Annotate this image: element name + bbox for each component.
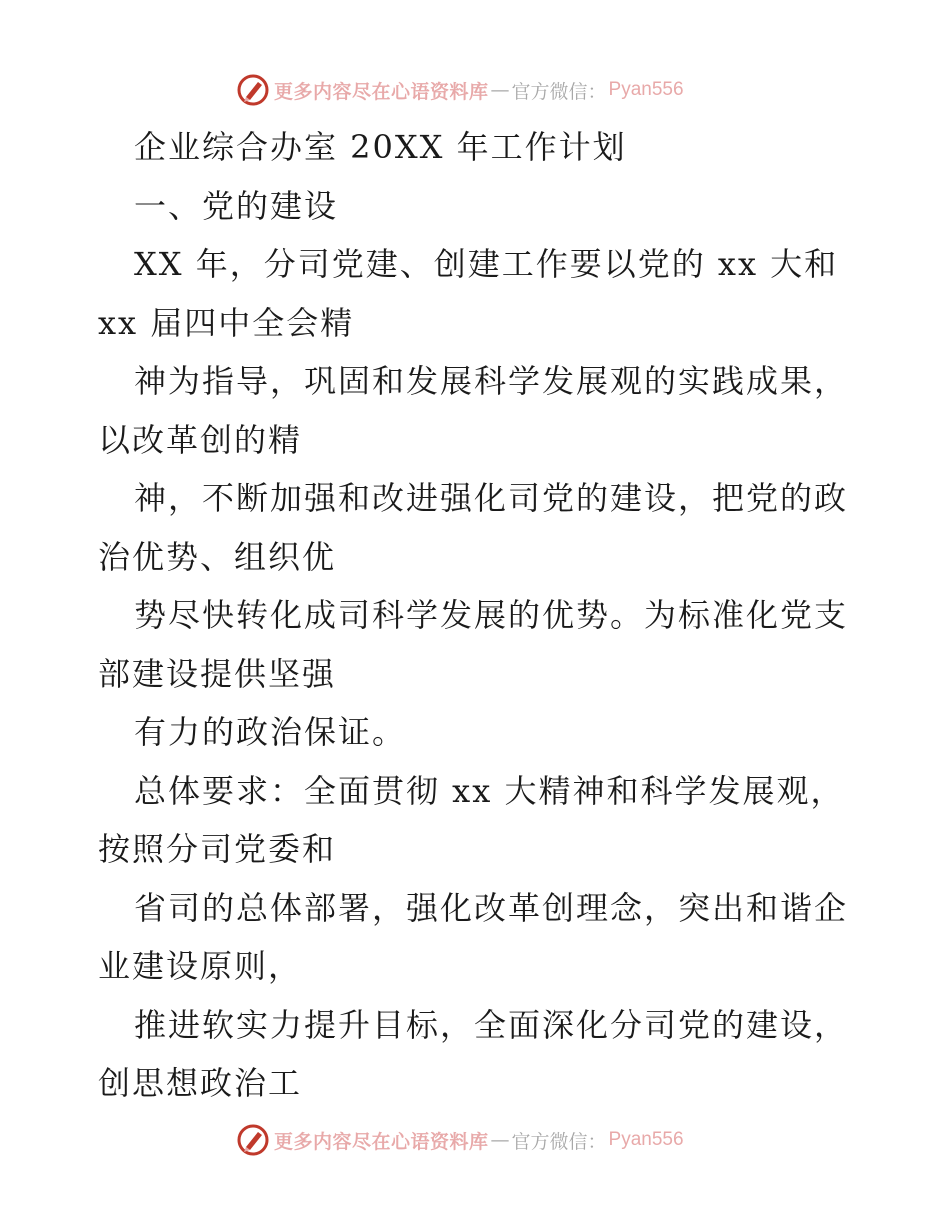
watermark-dash: — (490, 1129, 510, 1151)
paragraph-line: XX 年，分司党建、创建工作要以党的 xx 大和 (134, 245, 839, 283)
document-title: 企业综合办室 20XX 年工作计划 (134, 128, 627, 166)
watermark-main-text: 更多内容尽在心语资料库 (274, 1130, 489, 1153)
paragraph-line: 神，不断加强和改进强化司党的建设，把党的政 (134, 479, 849, 517)
watermark-banner-bottom (236, 1122, 716, 1158)
paragraph-line: 部建设提供坚强 (98, 654, 337, 693)
paragraph-line: 业建设原则， (98, 947, 303, 985)
paragraph-line: 神为指导，巩固和发展科学发展观的实践成果， (134, 362, 849, 400)
pen-logo-icon (236, 73, 270, 107)
paragraph-line: 省司的总体部署，强化改革创理念，突出和谐企 (134, 888, 849, 927)
paragraph-line: 势尽快转化成司科学发展的优势。为标准化党支 (134, 596, 849, 634)
paragraph-line: 治优势、组织优 (98, 537, 337, 576)
paragraph-line: 总体要求：全面贯彻 xx 大精神和科学发展观， (134, 771, 845, 810)
watermark-banner-top (236, 72, 716, 108)
paragraph-line: 以改革创的精 (98, 420, 303, 459)
watermark-wechat-id: Pyan556 (608, 79, 684, 100)
watermark-dash: — (490, 79, 510, 101)
pen-logo-icon (236, 1123, 270, 1157)
paragraph-line: 创思想政治工 (98, 1064, 303, 1102)
watermark-main-text: 更多内容尽在心语资料库 (274, 80, 489, 103)
paragraph-line: 按照分司党委和 (98, 830, 337, 868)
paragraph-line: xx 届四中全会精 (98, 303, 355, 342)
watermark-sub-text: 官方微信： (511, 1130, 607, 1153)
document-body (98, 118, 858, 1113)
paragraph-line: 推进软实力提升目标，全面深化分司党的建设， (134, 1005, 849, 1044)
watermark-sub-text: 官方微信： (511, 80, 607, 103)
paragraph-line: 有力的政治保证。 (134, 713, 407, 751)
section-heading: 一、党的建设 (134, 186, 339, 225)
watermark-wechat-id: Pyan556 (608, 1129, 684, 1150)
